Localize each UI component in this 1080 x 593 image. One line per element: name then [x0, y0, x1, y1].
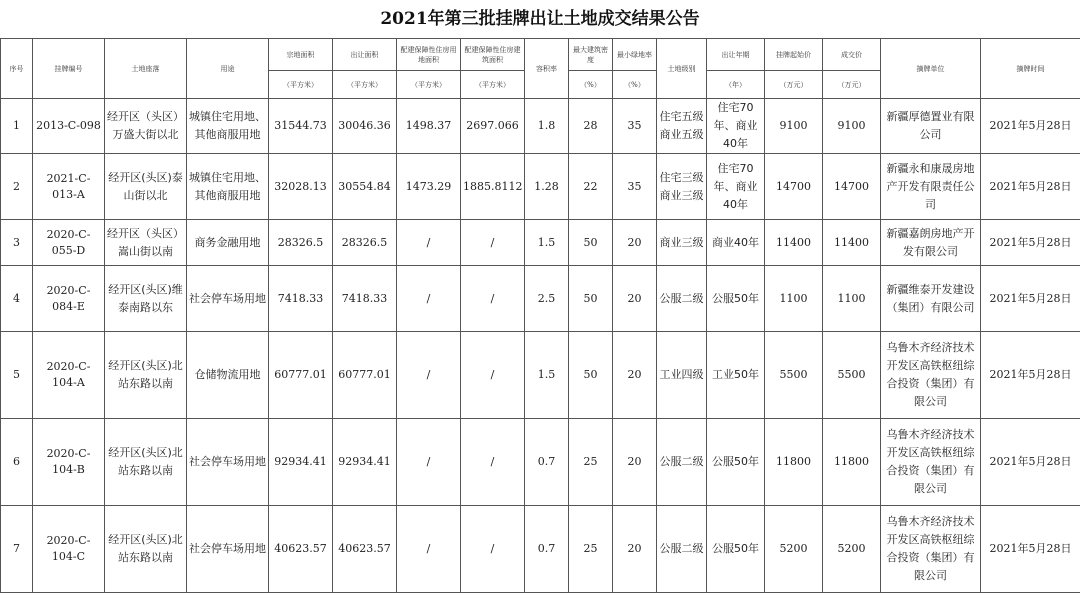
header-housing-land: 配建保障性住房用地面积: [397, 39, 461, 71]
cell-land-area: 40623.57: [269, 506, 333, 593]
header-land-area: 宗地面积: [269, 39, 333, 71]
cell-use: 社会停车场用地: [187, 506, 269, 593]
cell-location: 经开区(头区)北站东路以南: [105, 419, 187, 506]
cell-use: 社会停车场用地: [187, 266, 269, 332]
header-deal-price-unit: （万元）: [823, 71, 881, 99]
cell-term: 住宅70年、商业40年: [707, 154, 765, 220]
header-housing-land-unit: （平方米）: [397, 71, 461, 99]
header-start-price: 挂牌起始价: [765, 39, 823, 71]
cell-housing-land: 1473.29: [397, 154, 461, 220]
cell-grade: 公服二级: [657, 419, 707, 506]
cell-grade: 工业四级: [657, 332, 707, 419]
cell-housing-build: /: [461, 506, 525, 593]
results-table: [0, 38, 1080, 593]
cell-green: 35: [613, 154, 657, 220]
header-row-1: [1, 39, 1080, 71]
cell-use: 社会停车场用地: [187, 419, 269, 506]
cell-grade: 公服二级: [657, 506, 707, 593]
cell-time: 2021年5月28日: [981, 266, 1080, 332]
cell-winner: 乌鲁木齐经济技术开发区高铁枢纽综合投资（集团）有限公司: [881, 419, 981, 506]
cell-code: 2020-C-104-B: [33, 419, 105, 506]
cell-grade: 住宅三级商业三级: [657, 154, 707, 220]
cell-housing-land: /: [397, 220, 461, 266]
table-row: [1, 419, 1080, 506]
cell-housing-build: /: [461, 332, 525, 419]
cell-use: 商务金融用地: [187, 220, 269, 266]
cell-land-area: 60777.01: [269, 332, 333, 419]
cell-sale-area: 92934.41: [333, 419, 397, 506]
cell-use: 城镇住宅用地、其他商服用地: [187, 99, 269, 154]
cell-start-price: 5500: [765, 332, 823, 419]
cell-far: 0.7: [525, 506, 569, 593]
cell-code: 2013-C-098: [33, 99, 105, 154]
header-use: 用途: [187, 39, 269, 99]
header-housing-build: 配建保障性住房建筑面积: [461, 39, 525, 71]
cell-land-area: 92934.41: [269, 419, 333, 506]
header-winner: 摘牌单位: [881, 39, 981, 99]
cell-location: 经开区(头区)维泰南路以东: [105, 266, 187, 332]
cell-code: 2020-C-104-C: [33, 506, 105, 593]
cell-sale-area: 30046.36: [333, 99, 397, 154]
cell-term: 公服50年: [707, 419, 765, 506]
header-density: 最大建筑密度: [569, 39, 613, 71]
cell-housing-land: /: [397, 506, 461, 593]
cell-code: 2020-C-084-E: [33, 266, 105, 332]
cell-deal-price: 11800: [823, 419, 881, 506]
cell-housing-land: /: [397, 266, 461, 332]
cell-seq: 5: [1, 332, 33, 419]
cell-winner: 新疆厚德置业有限公司: [881, 99, 981, 154]
cell-density: 50: [569, 332, 613, 419]
cell-density: 50: [569, 266, 613, 332]
table-row: [1, 506, 1080, 593]
cell-time: 2021年5月28日: [981, 419, 1080, 506]
cell-sale-area: 28326.5: [333, 220, 397, 266]
cell-sale-area: 7418.33: [333, 266, 397, 332]
cell-time: 2021年5月28日: [981, 506, 1080, 593]
cell-time: 2021年5月28日: [981, 99, 1080, 154]
cell-seq: 1: [1, 99, 33, 154]
cell-green: 20: [613, 332, 657, 419]
cell-code: 2020-C-104-A: [33, 332, 105, 419]
table-row: [1, 154, 1080, 220]
cell-start-price: 5200: [765, 506, 823, 593]
cell-density: 22: [569, 154, 613, 220]
cell-code: 2021-C-013-A: [33, 154, 105, 220]
cell-term: 公服50年: [707, 506, 765, 593]
header-green: 最小绿地率: [613, 39, 657, 71]
cell-land-area: 7418.33: [269, 266, 333, 332]
cell-deal-price: 5500: [823, 332, 881, 419]
cell-location: 经开区(头区)北站东路以南: [105, 332, 187, 419]
header-term-unit: （年）: [707, 71, 765, 99]
cell-green: 20: [613, 506, 657, 593]
header-seq: 序号: [1, 39, 33, 99]
header-deal-price: 成交价: [823, 39, 881, 71]
header-green-unit: （%）: [613, 71, 657, 99]
cell-start-price: 1100: [765, 266, 823, 332]
cell-housing-land: 1498.37: [397, 99, 461, 154]
cell-term: 公服50年: [707, 266, 765, 332]
cell-density: 25: [569, 419, 613, 506]
cell-start-price: 14700: [765, 154, 823, 220]
cell-land-area: 28326.5: [269, 220, 333, 266]
cell-sale-area: 30554.84: [333, 154, 397, 220]
header-start-price-unit: （万元）: [765, 71, 823, 99]
cell-deal-price: 14700: [823, 154, 881, 220]
cell-density: 28: [569, 99, 613, 154]
cell-green: 20: [613, 220, 657, 266]
table-row: [1, 99, 1080, 154]
header-code: 挂牌编号: [33, 39, 105, 99]
cell-winner: 乌鲁木齐经济技术开发区高铁枢纽综合投资（集团）有限公司: [881, 506, 981, 593]
header-location: 土地座落: [105, 39, 187, 99]
cell-land-area: 31544.73: [269, 99, 333, 154]
header-housing-build-unit: （平方米）: [461, 71, 525, 99]
cell-code: 2020-C-055-D: [33, 220, 105, 266]
table-row: [1, 220, 1080, 266]
cell-start-price: 11400: [765, 220, 823, 266]
cell-far: 1.28: [525, 154, 569, 220]
cell-use: 仓储物流用地: [187, 332, 269, 419]
cell-seq: 3: [1, 220, 33, 266]
cell-far: 2.5: [525, 266, 569, 332]
table-row: [1, 266, 1080, 332]
cell-density: 50: [569, 220, 613, 266]
cell-sale-area: 40623.57: [333, 506, 397, 593]
cell-winner: 新疆永和康晟房地产开发有限责任公司: [881, 154, 981, 220]
header-far: 容积率: [525, 39, 569, 99]
cell-grade: 住宅五级商业五级: [657, 99, 707, 154]
cell-sale-area: 60777.01: [333, 332, 397, 419]
cell-start-price: 9100: [765, 99, 823, 154]
cell-deal-price: 11400: [823, 220, 881, 266]
cell-far: 1.5: [525, 332, 569, 419]
cell-time: 2021年5月28日: [981, 332, 1080, 419]
cell-green: 20: [613, 419, 657, 506]
cell-land-area: 32028.13: [269, 154, 333, 220]
cell-far: 0.7: [525, 419, 569, 506]
cell-housing-build: 2697.066: [461, 99, 525, 154]
cell-deal-price: 9100: [823, 99, 881, 154]
cell-seq: 4: [1, 266, 33, 332]
cell-density: 25: [569, 506, 613, 593]
header-sale-area-unit: （平方米）: [333, 71, 397, 99]
cell-grade: 商业三级: [657, 220, 707, 266]
cell-time: 2021年5月28日: [981, 154, 1080, 220]
cell-housing-build: /: [461, 266, 525, 332]
cell-winner: 乌鲁木齐经济技术开发区高铁枢纽综合投资（集团）有限公司: [881, 332, 981, 419]
cell-location: 经开区(头区)泰山街以北: [105, 154, 187, 220]
cell-term: 住宅70年、商业40年: [707, 99, 765, 154]
cell-start-price: 11800: [765, 419, 823, 506]
page-title: 2021年第三批挂牌出让土地成交结果公告: [0, 0, 1080, 38]
cell-seq: 6: [1, 419, 33, 506]
cell-housing-build: 1885.8112: [461, 154, 525, 220]
cell-housing-build: /: [461, 419, 525, 506]
cell-winner: 新疆维泰开发建设（集团）有限公司: [881, 266, 981, 332]
cell-green: 20: [613, 266, 657, 332]
cell-grade: 公服二级: [657, 266, 707, 332]
cell-green: 35: [613, 99, 657, 154]
cell-housing-land: /: [397, 332, 461, 419]
cell-location: 经开区（头区）嵩山街以南: [105, 220, 187, 266]
header-density-unit: （%）: [569, 71, 613, 99]
header-land-area-unit: （平方米）: [269, 71, 333, 99]
cell-location: 经开区（头区）万盛大街以北: [105, 99, 187, 154]
header-sale-area: 出让面积: [333, 39, 397, 71]
cell-seq: 2: [1, 154, 33, 220]
cell-housing-land: /: [397, 419, 461, 506]
cell-far: 1.5: [525, 220, 569, 266]
cell-term: 商业40年: [707, 220, 765, 266]
cell-location: 经开区(头区)北站东路以南: [105, 506, 187, 593]
cell-deal-price: 1100: [823, 266, 881, 332]
cell-far: 1.8: [525, 99, 569, 154]
header-term: 出让年期: [707, 39, 765, 71]
cell-time: 2021年5月28日: [981, 220, 1080, 266]
header-time: 摘牌时间: [981, 39, 1080, 99]
cell-deal-price: 5200: [823, 506, 881, 593]
cell-term: 工业50年: [707, 332, 765, 419]
table-row: [1, 332, 1080, 419]
cell-winner: 新疆嘉朗房地产开发有限公司: [881, 220, 981, 266]
cell-seq: 7: [1, 506, 33, 593]
cell-housing-build: /: [461, 220, 525, 266]
cell-use: 城镇住宅用地、其他商服用地: [187, 154, 269, 220]
header-grade: 土地级别: [657, 39, 707, 99]
